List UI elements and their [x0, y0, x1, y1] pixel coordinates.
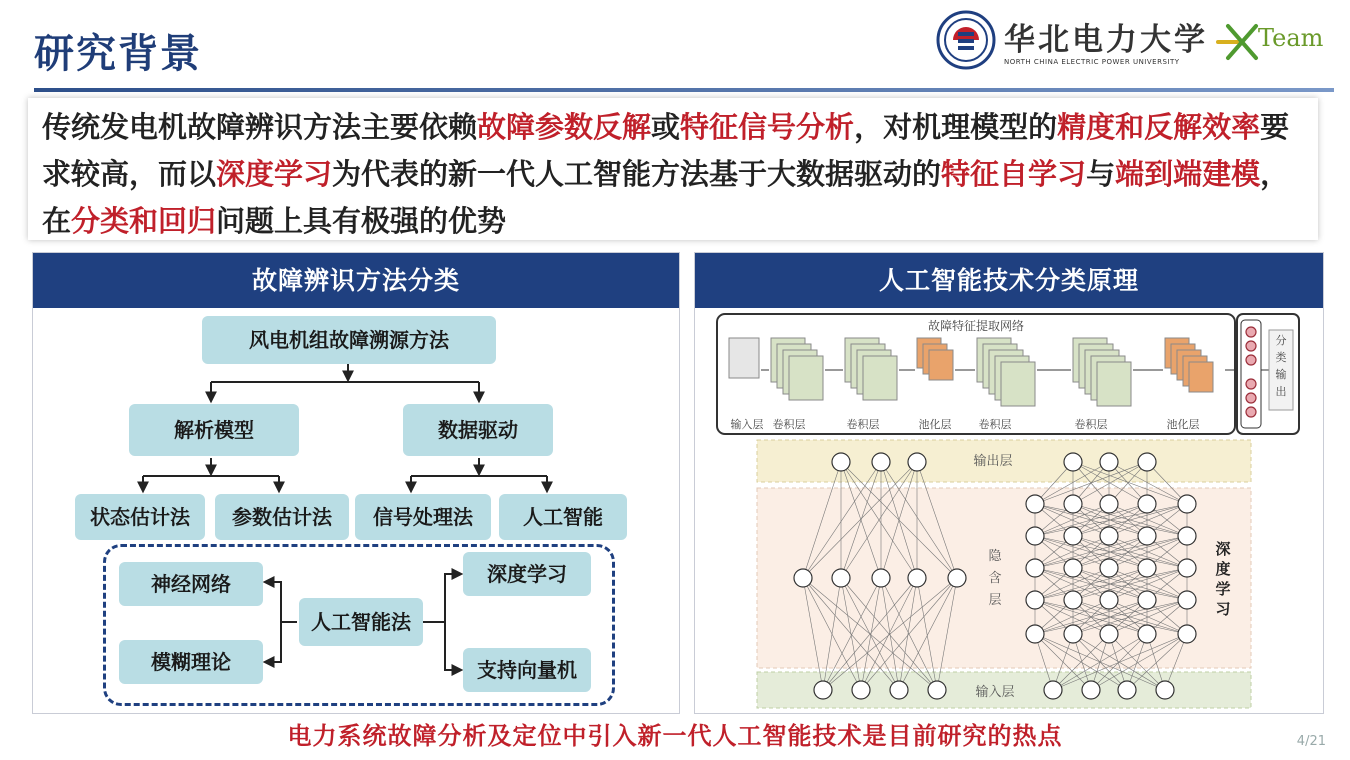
cnn-feature-map: [1001, 362, 1035, 406]
hidden-layer-text: 隐含层: [988, 549, 1002, 608]
nn-neuron: [1138, 453, 1156, 471]
intro-text: 或: [651, 110, 681, 144]
intro-highlight: 端到端建模: [1115, 157, 1261, 191]
cnn-feature-map: [929, 350, 953, 380]
intro-highlight: 分类和回归: [71, 204, 217, 238]
nn-neuron: [1138, 559, 1156, 577]
nn-neuron: [1138, 527, 1156, 545]
nn-neuron: [1100, 495, 1118, 513]
nn-neuron: [832, 453, 850, 471]
ai-principle-panel-title: 人工智能技术分类原理: [695, 253, 1323, 308]
intro-box: [28, 98, 1318, 240]
classification-output-text: 分类输出: [1275, 334, 1287, 398]
nn-neuron: [1156, 681, 1174, 699]
nn-neuron: [908, 453, 926, 471]
nn-neuron: [1026, 495, 1044, 513]
nn-neuron: [1064, 559, 1082, 577]
nn-neuron: [814, 681, 832, 699]
nn-neuron: [1100, 591, 1118, 609]
deep-learning-text: 深度学习: [1215, 540, 1231, 618]
nn-neuron: [1138, 591, 1156, 609]
fuzzy-theory-node: 模糊理论: [119, 640, 263, 684]
cnn-layer-label: 卷积层: [1074, 418, 1108, 431]
intro-highlight: 深度学习: [216, 157, 333, 191]
taxonomy-panel: [32, 252, 680, 714]
nn-neuron: [1064, 453, 1082, 471]
fc-neuron: [1246, 355, 1256, 365]
nn-neuron: [1138, 625, 1156, 643]
hidden-layer-label: [988, 548, 1002, 608]
nn-neuron: [1100, 625, 1118, 643]
neural-network-node: 神经网络: [119, 562, 263, 606]
nn-neuron: [872, 569, 890, 587]
input-layer-label: 输入层: [975, 685, 1015, 700]
taxonomy-panel-title: 故障辨识方法分类: [33, 253, 679, 308]
nn-neuron: [1178, 527, 1196, 545]
page-number: 4/21: [1296, 734, 1326, 749]
intro-text: 问题上具有极强的优势: [216, 204, 507, 238]
fc-neuron: [1246, 407, 1256, 417]
output-layer-label: 输出层: [973, 454, 1013, 469]
data-driven-node: 数据驱动: [403, 404, 553, 456]
cnn-feature-map: [729, 338, 759, 378]
intro-text: ，在: [42, 157, 1290, 238]
fc-neuron: [1246, 341, 1256, 351]
nn-neuron: [1138, 495, 1156, 513]
nn-neuron: [1100, 559, 1118, 577]
intro-highlight: 故障参数反解: [477, 110, 652, 144]
nn-neuron: [908, 569, 926, 587]
intro-text: 与: [1086, 157, 1116, 191]
analytic-model-node: 解析模型: [129, 404, 299, 456]
intro-highlight: 精度和反解效率: [1057, 110, 1261, 144]
nn-neuron: [1082, 681, 1100, 699]
taxonomy-diagram: [33, 308, 679, 713]
cnn-layer-label: 池化层: [918, 418, 952, 431]
university-english-name: NORTH CHINA ELECTRIC POWER UNIVERSITY: [1004, 58, 1180, 66]
nn-neuron: [852, 681, 870, 699]
cnn-layer-label: 卷积层: [978, 418, 1012, 431]
intro-paragraph: [42, 104, 1304, 245]
university-seal-icon: [936, 10, 996, 70]
svm-node: 支持向量机: [463, 648, 591, 692]
nn-neuron: [1178, 625, 1196, 643]
fc-neuron: [1246, 393, 1256, 403]
footer-note: 电力系统故障分析及定位中引入新一代人工智能技术是目前研究的热点: [287, 722, 1063, 750]
ai-principle-panel: [694, 252, 1324, 714]
nn-neuron: [794, 569, 812, 587]
nn-neuron: [1064, 625, 1082, 643]
state-estimation-node: 状态估计法: [75, 494, 205, 540]
nn-neuron: [1064, 591, 1082, 609]
intro-highlight: 特征信号分析: [680, 110, 855, 144]
cnn-layer-label: 卷积层: [846, 418, 880, 431]
nn-neuron: [1026, 625, 1044, 643]
nn-neuron: [1044, 681, 1062, 699]
fc-neuron: [1246, 327, 1256, 337]
fc-neuron: [1246, 379, 1256, 389]
nn-neuron: [1100, 527, 1118, 545]
intro-highlight: 特征自学习: [941, 157, 1087, 191]
intro-text: 要求较高，而以: [42, 110, 1290, 191]
cnn-feature-map: [1097, 362, 1131, 406]
university-name: 华北电力大学: [1004, 22, 1208, 58]
cnn-feature-map: [1189, 362, 1213, 392]
cnn-layer-label: 卷积层: [772, 418, 806, 431]
nn-neuron: [928, 681, 946, 699]
ai-method-node: 人工智能法: [299, 598, 423, 646]
nn-neuron: [1064, 527, 1082, 545]
team-label: Team: [1258, 24, 1324, 52]
signal-processing-node: 信号处理法: [355, 494, 491, 540]
cnn-layer-label: 池化层: [1166, 418, 1200, 431]
cnn-feature-map: [863, 356, 897, 400]
nn-neuron: [1178, 495, 1196, 513]
intro-text: 为代表的新一代人工智能方法基于大数据驱动的: [332, 157, 942, 191]
page-title: 研究背景: [34, 31, 202, 77]
cnn-layer-label: 输入层: [730, 418, 764, 431]
nn-neuron: [1178, 559, 1196, 577]
ai-principle-diagram: [695, 308, 1323, 713]
deep-learning-node: 深度学习: [463, 552, 591, 596]
title-divider: [34, 88, 1334, 92]
ai-node: 人工智能: [499, 494, 627, 540]
nn-neuron: [890, 681, 908, 699]
nn-neuron: [1026, 527, 1044, 545]
nn-neuron: [1026, 591, 1044, 609]
nn-neuron: [1118, 681, 1136, 699]
intro-text: 传统发电机故障辨识方法主要依赖: [42, 110, 478, 144]
nn-neuron: [1100, 453, 1118, 471]
root-method-node: 风电机组故障溯源方法: [202, 316, 496, 364]
nn-neuron: [832, 569, 850, 587]
nn-neuron: [872, 453, 890, 471]
intro-text: ，对机理模型的: [854, 110, 1058, 144]
nn-neuron: [1064, 495, 1082, 513]
cnn-feature-map: [789, 356, 823, 400]
parameter-estimation-node: 参数估计法: [215, 494, 349, 540]
logo-area: [936, 10, 1336, 74]
nn-neuron: [1178, 591, 1196, 609]
nn-neuron: [948, 569, 966, 587]
nn-neuron: [1026, 559, 1044, 577]
cnn-title: 故障特征提取网络: [927, 319, 1025, 333]
